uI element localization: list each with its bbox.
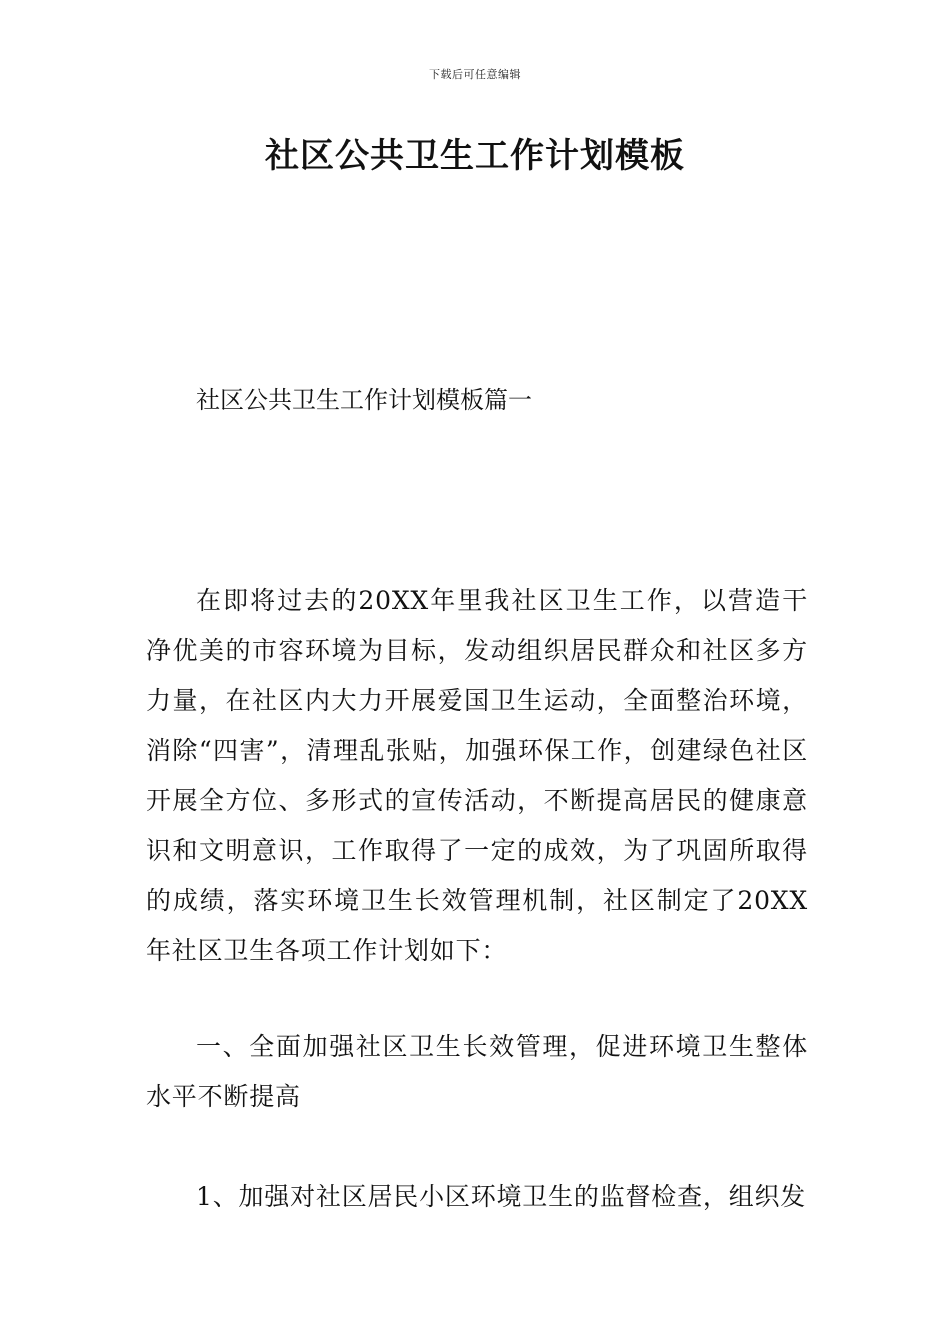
section-heading: 社区公共卫生工作计划模板篇一 <box>196 386 532 414</box>
header-note: 下载后可任意编辑 <box>429 68 521 81</box>
body-paragraph-section-one: 一、全面加强社区卫生长效管理，促进环境卫生整体水平不断提高 <box>146 1032 808 1111</box>
body-paragraph-intro: 在即将过去的20XX年里我社区卫生工作，以营造干净优美的市容环境为目标，发动组织居民群众和社区多方力量，在社区内大力开展爱国卫生运动，全面整治环境，消除“四害”，清理乱张贴，加强环保工作，创建绿色社区开展全方位、多形式的宣传活动，不断提高居民的健康意识和文明意识，工作取得了一定的成效，为了巩固所取得的成绩，落实环境卫生长效管理机制，社区制定了20XX年社区卫生各项工作计划如下： <box>146 586 808 965</box>
document-title: 社区公共卫生工作计划模板 <box>265 136 685 176</box>
body-paragraph-item-one: 1、加强对社区居民小区环境卫生的监督检查，组织发 <box>196 1182 807 1211</box>
